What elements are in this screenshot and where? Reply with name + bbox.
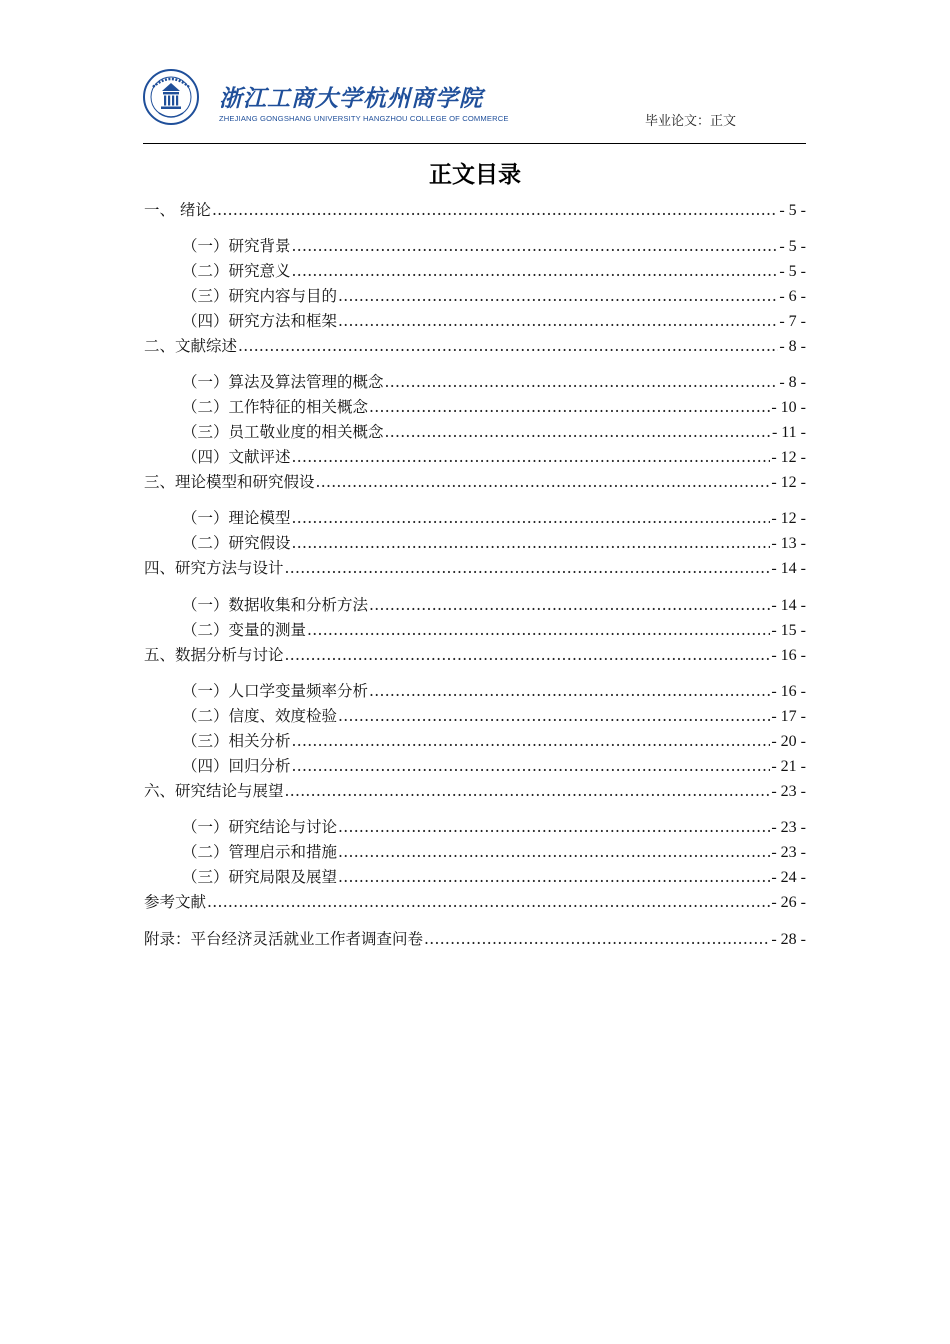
toc-dot-leader (292, 261, 779, 281)
toc-entry[interactable] (182, 817, 806, 837)
toc-entry-page: - 12 - (771, 449, 806, 466)
toc-entry[interactable] (144, 929, 806, 949)
toc-title: 正文目录 (429, 162, 521, 188)
toc-dot-leader (285, 781, 771, 801)
toc-entry-page: - 5 - (779, 263, 806, 280)
toc-entry-page: - 5 - (779, 202, 806, 219)
toc-entry[interactable] (182, 731, 806, 751)
toc-entry[interactable] (182, 756, 806, 776)
toc-entry-title: （一）数据收集和分析方法 (182, 596, 369, 614)
toc-entry[interactable] (182, 311, 806, 331)
toc-entry[interactable] (144, 558, 806, 578)
toc-entry[interactable] (182, 842, 806, 862)
toc-entry-title: （一）理论模型 (182, 509, 291, 527)
toc-entry[interactable] (182, 706, 806, 726)
toc-dot-leader (292, 533, 771, 553)
toc-entry[interactable] (144, 781, 806, 801)
toc-entry-title: （一）算法及算法管理的概念 (182, 373, 384, 391)
toc-entry-page: - 23 - (771, 783, 806, 800)
toc-entry-title: 四、研究方法与设计 (144, 559, 284, 577)
toc-entry-title: （四）文献评述 (182, 448, 291, 466)
toc-dot-leader (292, 731, 771, 751)
toc-entry-title: （二）管理启示和措施 (182, 843, 338, 861)
toc-entry-title: （二）工作特征的相关概念 (182, 398, 369, 416)
toc-entry[interactable] (182, 286, 806, 306)
toc-entry-page: - 5 - (779, 238, 806, 255)
toc-entry[interactable] (182, 867, 806, 887)
toc-entry-page: - 17 - (771, 708, 806, 725)
toc-dot-leader (307, 620, 770, 640)
toc-entry-title: （一）研究背景 (182, 237, 291, 255)
toc-entry[interactable] (182, 620, 806, 640)
toc-entry[interactable] (182, 261, 806, 281)
toc-entry-page: - 21 - (771, 758, 806, 775)
toc-entry-title: （二）研究假设 (182, 534, 291, 552)
toc-dot-leader (212, 200, 778, 220)
toc-entry[interactable] (182, 397, 806, 417)
toc-entry-title: （四）回归分析 (182, 757, 291, 775)
toc-entry-title: （三）员工敬业度的相关概念 (182, 423, 384, 441)
toc-entry-page: - 16 - (771, 683, 806, 700)
toc-entry[interactable] (182, 508, 806, 528)
document-section-label: 毕业论文：正文 (644, 114, 736, 129)
toc-dot-leader (385, 422, 771, 442)
toc-entry[interactable] (144, 200, 806, 220)
toc-entry-title: 三、理论模型和研究假设 (144, 473, 315, 491)
toc-entry-page: - 8 - (779, 338, 806, 355)
toc-entry[interactable] (144, 645, 806, 665)
toc-entry-title: 二、文献综述 (144, 337, 238, 355)
toc-entry-page: - 12 - (771, 474, 806, 491)
toc-dot-leader (338, 842, 770, 862)
toc-entry-page: - 11 - (771, 424, 806, 441)
toc-entry-page: - 8 - (779, 374, 806, 391)
toc-entry-page: - 24 - (771, 869, 806, 886)
toc-entry-title: 附录：平台经济灵活就业工作者调查问卷 (144, 930, 424, 948)
toc-entry-page: - 14 - (771, 597, 806, 614)
toc-dot-leader (424, 929, 770, 949)
toc-entry-page: - 13 - (771, 535, 806, 552)
university-name-en: ZHEJIANG GONGSHANG UNIVERSITY HANGZHOU COLLEGE OF COMMERCE (219, 114, 509, 123)
toc-entry-page: - 16 - (771, 647, 806, 664)
toc-dot-leader (285, 645, 771, 665)
toc-dot-leader (369, 595, 770, 615)
toc-dot-leader (369, 397, 770, 417)
toc-entry-title: （三）研究局限及展望 (182, 868, 338, 886)
toc-dot-leader (338, 311, 778, 331)
toc-dot-leader (385, 372, 779, 392)
toc-entry-page: - 15 - (771, 622, 806, 639)
toc-entry[interactable] (182, 236, 806, 256)
toc-dot-leader (238, 336, 778, 356)
toc-entry-title: 一、 绪论 (144, 201, 211, 219)
toc-entry-title: （三）相关分析 (182, 732, 291, 750)
toc-entry-title: （二）变量的测量 (182, 621, 307, 639)
toc-entry-title: （一）研究结论与讨论 (182, 818, 338, 836)
toc-entry-page: - 12 - (771, 510, 806, 527)
toc-entry-title: 参考文献 (144, 893, 207, 911)
toc-dot-leader (292, 508, 771, 528)
toc-dot-leader (292, 756, 771, 776)
toc-dot-leader (369, 681, 770, 701)
toc-entry-title: （一）人口学变量频率分析 (182, 682, 369, 700)
toc-dot-leader (338, 817, 770, 837)
toc-entry-title: （四）研究方法和框架 (182, 312, 338, 330)
toc-dot-leader (285, 558, 771, 578)
toc-entry-page: - 6 - (779, 288, 806, 305)
toc-dot-leader (292, 447, 771, 467)
toc-entry-page: - 23 - (771, 819, 806, 836)
toc-entry-page: - 26 - (771, 894, 806, 911)
toc-dot-leader (338, 706, 770, 726)
toc-dot-leader (207, 892, 770, 912)
toc-entry[interactable] (144, 336, 806, 356)
toc-entry-page: - 28 - (771, 931, 806, 948)
toc-entry[interactable] (182, 372, 806, 392)
toc-entry-page: - 20 - (771, 733, 806, 750)
toc-entry-title: 六、研究结论与展望 (144, 782, 284, 800)
toc-entry[interactable] (182, 447, 806, 467)
toc-entry-page: - 23 - (771, 844, 806, 861)
toc-entry[interactable] (182, 681, 806, 701)
toc-entry-page: - 7 - (779, 313, 806, 330)
university-name-cn: 浙江工商大学杭州商学院 (219, 85, 483, 112)
toc-entry-page: - 14 - (771, 560, 806, 577)
toc-entry[interactable] (182, 422, 806, 442)
toc-entry[interactable] (182, 595, 806, 615)
toc-entry-page: - 10 - (771, 399, 806, 416)
toc-entry[interactable] (182, 533, 806, 553)
toc-entry-title: （二）信度、效度检验 (182, 707, 338, 725)
toc-dot-leader (338, 867, 770, 887)
toc-entry[interactable] (144, 892, 806, 912)
toc-entry-title: 五、数据分析与讨论 (144, 646, 284, 664)
toc-entry-title: （二）研究意义 (182, 262, 291, 280)
toc-entry[interactable] (144, 472, 806, 492)
toc-entry-title: （三）研究内容与目的 (182, 287, 338, 305)
toc-dot-leader (316, 472, 771, 492)
toc-dot-leader (292, 236, 779, 256)
toc-dot-leader (338, 286, 778, 306)
